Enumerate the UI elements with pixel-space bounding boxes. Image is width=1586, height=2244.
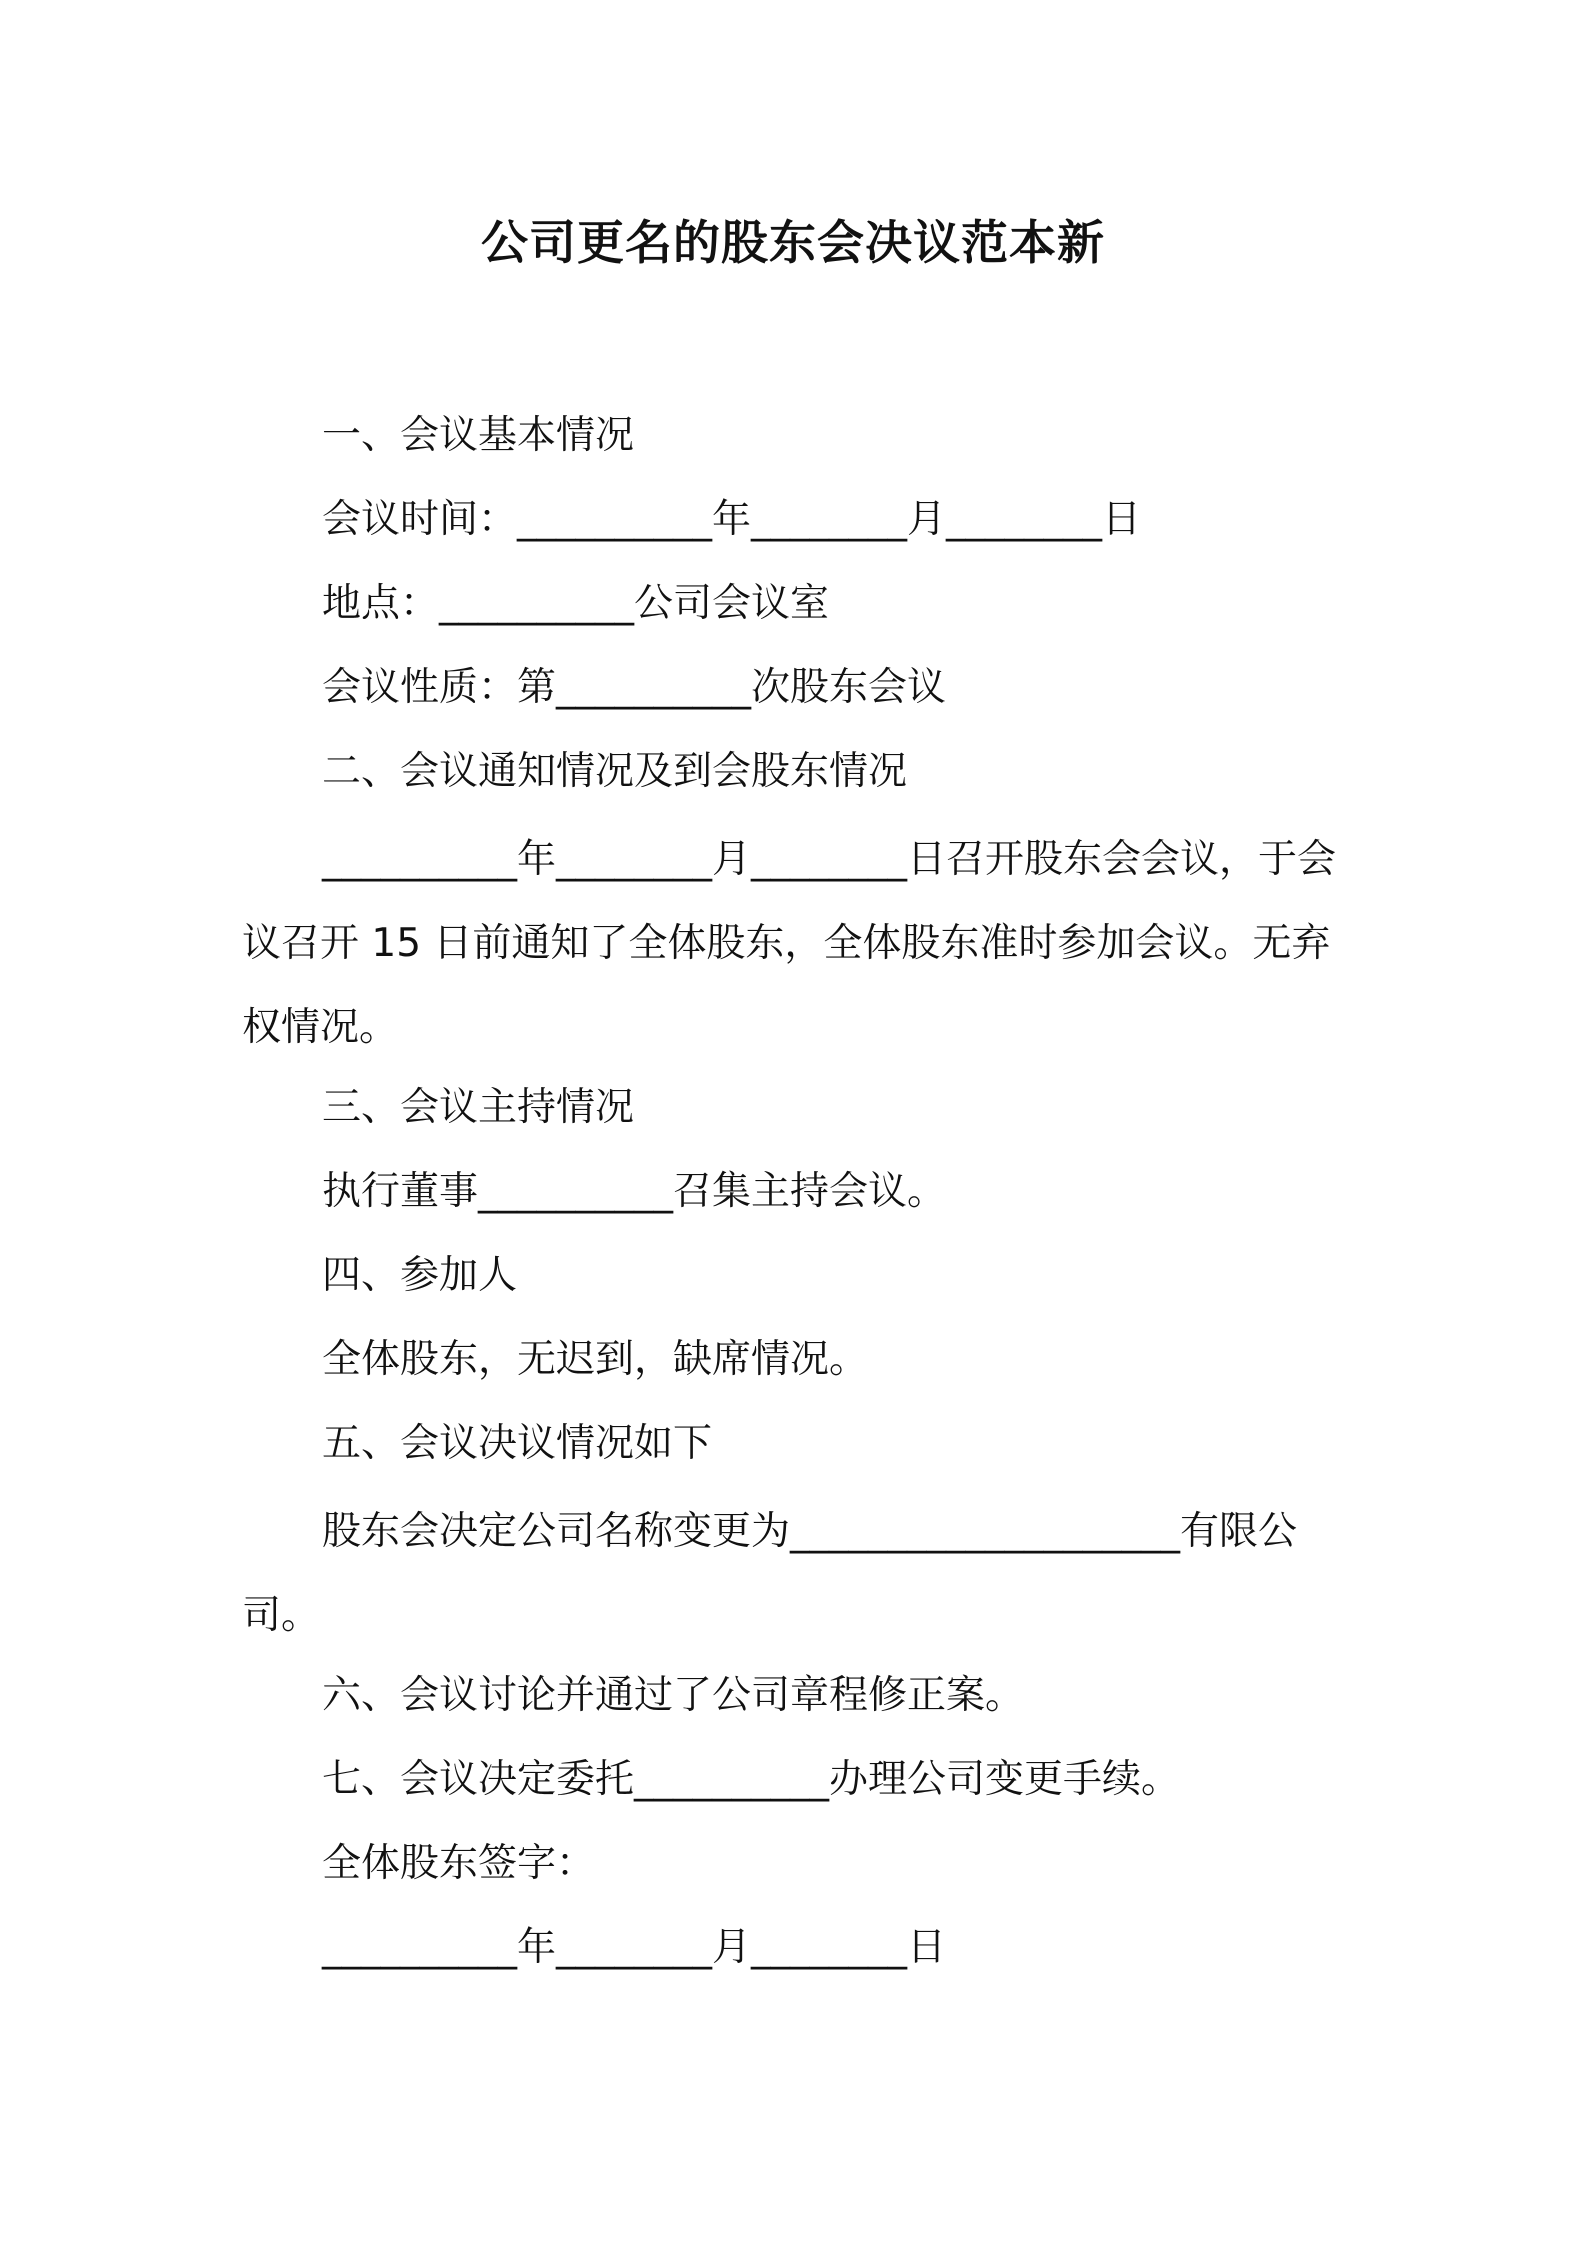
signature-date: __________年________月________日 bbox=[322, 1925, 946, 1970]
section-4-body: 全体股东，无迟到，缺席情况。 bbox=[322, 1337, 869, 1382]
section-3-body: 执行董事__________召集主持会议。 bbox=[322, 1169, 947, 1214]
document-title: 公司更名的股东会决议范本新 bbox=[481, 216, 1105, 271]
section-2-heading: 二、会议通知情况及到会股东情况 bbox=[322, 749, 908, 794]
meeting-nature-field: 会议性质：第__________次股东会议 bbox=[322, 665, 947, 710]
section-4-heading: 四、参加人 bbox=[322, 1253, 518, 1298]
location-field: 地点：__________公司会议室 bbox=[322, 581, 830, 626]
meeting-time-field: 会议时间：__________年________月________日 bbox=[322, 497, 1142, 542]
section-3-heading: 三、会议主持情况 bbox=[322, 1085, 635, 1130]
section-7: 七、会议决定委托__________办理公司变更手续。 bbox=[322, 1757, 1181, 1802]
section-1-heading: 一、会议基本情况 bbox=[322, 413, 635, 458]
signature-label: 全体股东签字： bbox=[322, 1841, 596, 1886]
section-5-heading: 五、会议决议情况如下 bbox=[322, 1421, 713, 1466]
section-2-body: __________年________月________日召开股东会会议，于会议召开 15 日前通知了全体股东，全体股东准时参加会议。无弃权情况。 bbox=[242, 837, 1337, 1050]
section-5-body: 股东会决定公司名称变更为____________________有限公司。 bbox=[242, 1509, 1298, 1638]
section-6: 六、会议讨论并通过了公司章程修正案。 bbox=[322, 1673, 1025, 1718]
